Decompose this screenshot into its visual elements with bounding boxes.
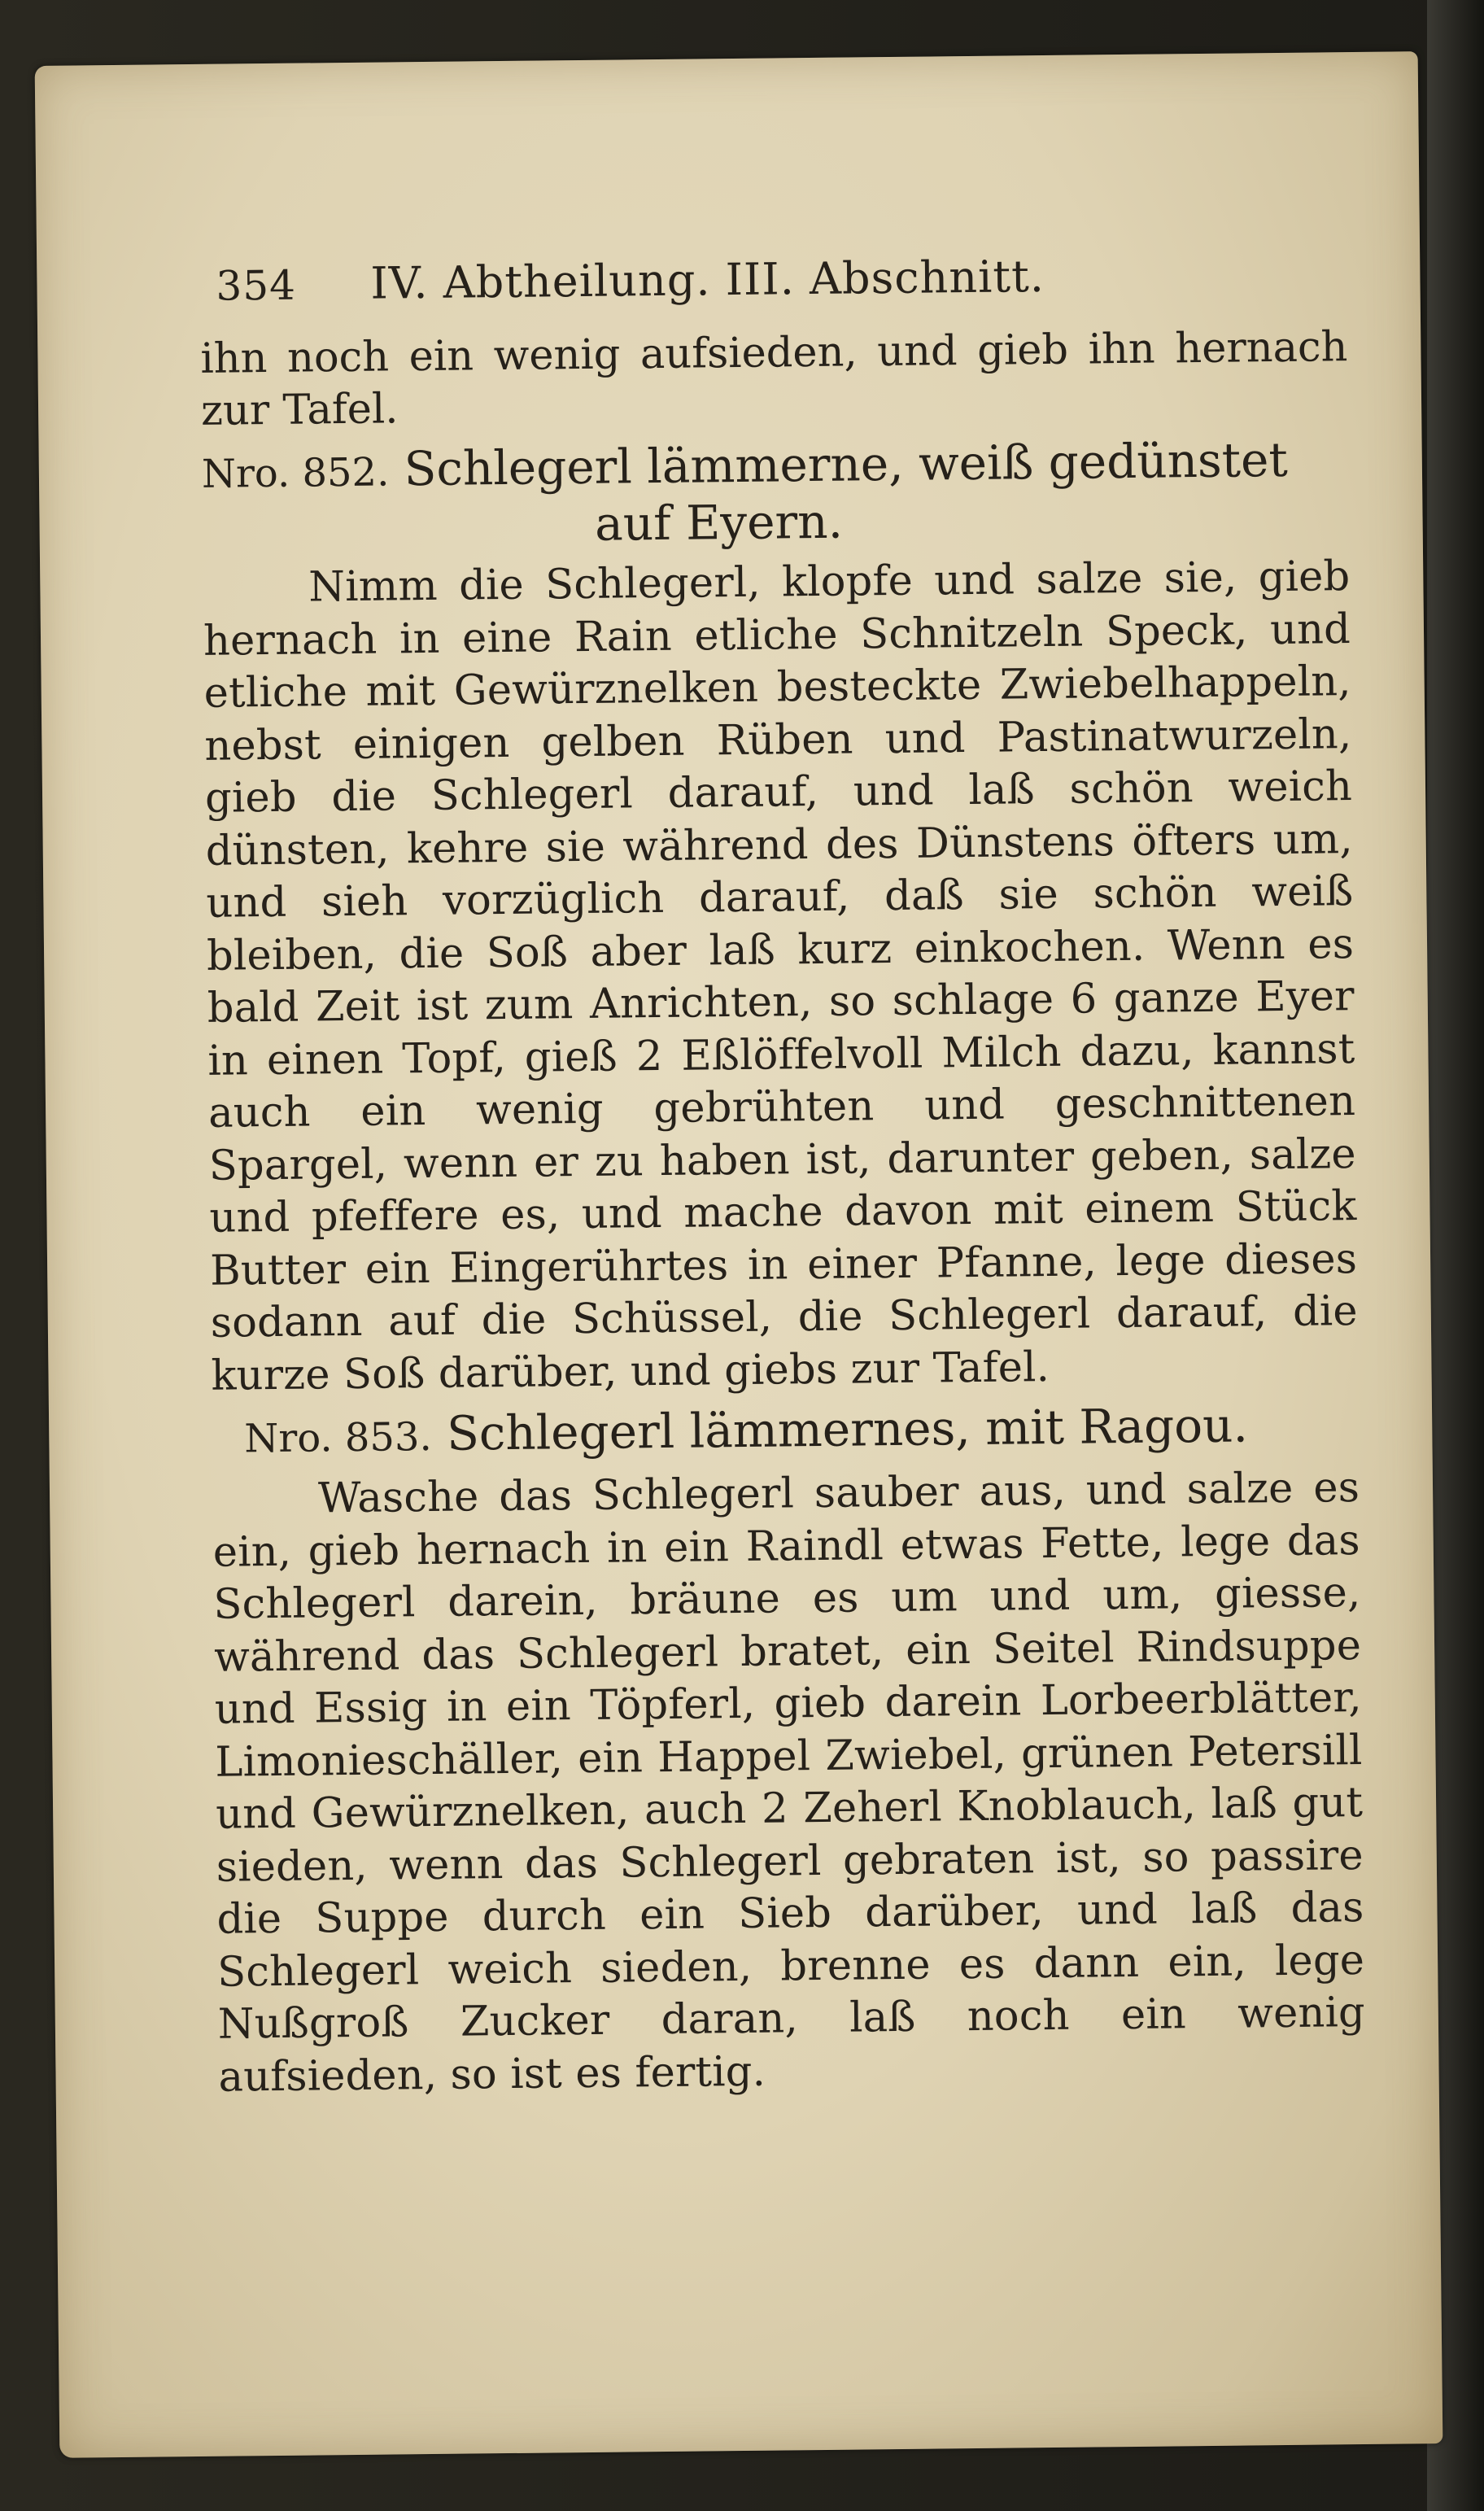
page-number: 354 (216, 261, 297, 310)
recipe-853-heading (244, 1397, 1360, 1465)
recipe-852-text: Nimm die Schlegerl, klopfe und salze sie, gieb hernach in eine Rain etliche Schnitzeln Speck, und etliche mit Gewürznelken besteckte Zwiebelhappeln, nebst einigen gelben Rüben und Pastinatwurzeln, gieb die Schlegerl darauf, und laß schön weich dünsten, kehre sie während des Dünstens öfters um, und sieh vorzüglich darauf, daß sie schön weiß bleiben, die Soß aber laß kurz einkochen. Wenn es bald Zeit ist zum Anrichten, so schlage 6 ganze Eyer in einen Topf, gieß 2 Eßlöffelvoll Milch dazu, kannst auch ein wenig gebrühten und geschnittenen Spargel, wenn er zu haben ist, darunter geben, salze und pfeffere es, und mache davon mit einem Stück Butter ein Eingerührtes in einer Pfanne, lege dieses sodann auf die Schüssel, die Schlegerl darauf, die kurze Soß darüber, und giebs zur Tafel. (203, 552, 1359, 1400)
recipe-852-title: Schlegerl lämmerne, weiß gedünstet (404, 431, 1289, 497)
section-title: IV. Abtheilung. III. Abschnitt. (370, 250, 1045, 309)
book-page (35, 51, 1443, 2458)
recipe-853-text: Wasche das Schlegerl sauber aus, und salze es ein, gieb hernach in ein Raindl etwas Fette, lege das Schlegerl darein, bräune es um und um, giesse, während das Schlegerl bratet, ein Seitel Rindsuppe und Essig in ein Töpferl, gieb darein Lorbeerblätter, Limonieschäller, ein Happel Zwiebel, grünen Petersill und Gewürznelken, auch 2 Zeherl Knoblauch, laß gut sieden, wenn das Schlegerl gebraten ist, so passire die Suppe durch ein Sieb darüber, und laß das Schlegerl weich sieden, brenne es dann ein, lege Nußgroß Zucker daran, laß noch ein wenig aufsieden, so ist es fertig. (212, 1464, 1366, 2102)
recipe-852-subtitle: auf Eyern. (594, 493, 844, 552)
recipe-852-heading (202, 432, 1350, 555)
recipe-853-title: Schlegerl lämmernes, mit Ragou. (446, 1397, 1249, 1461)
running-head (216, 247, 1347, 311)
continuation-text: ihn noch ein wenig aufsieden, und gieb ihn hernach zur Tafel. (200, 323, 1348, 435)
recipe-853-number: Nro. 853. (244, 1413, 433, 1462)
page-content (199, 247, 1366, 2104)
recipe-852-number: Nro. 852. (201, 449, 390, 497)
